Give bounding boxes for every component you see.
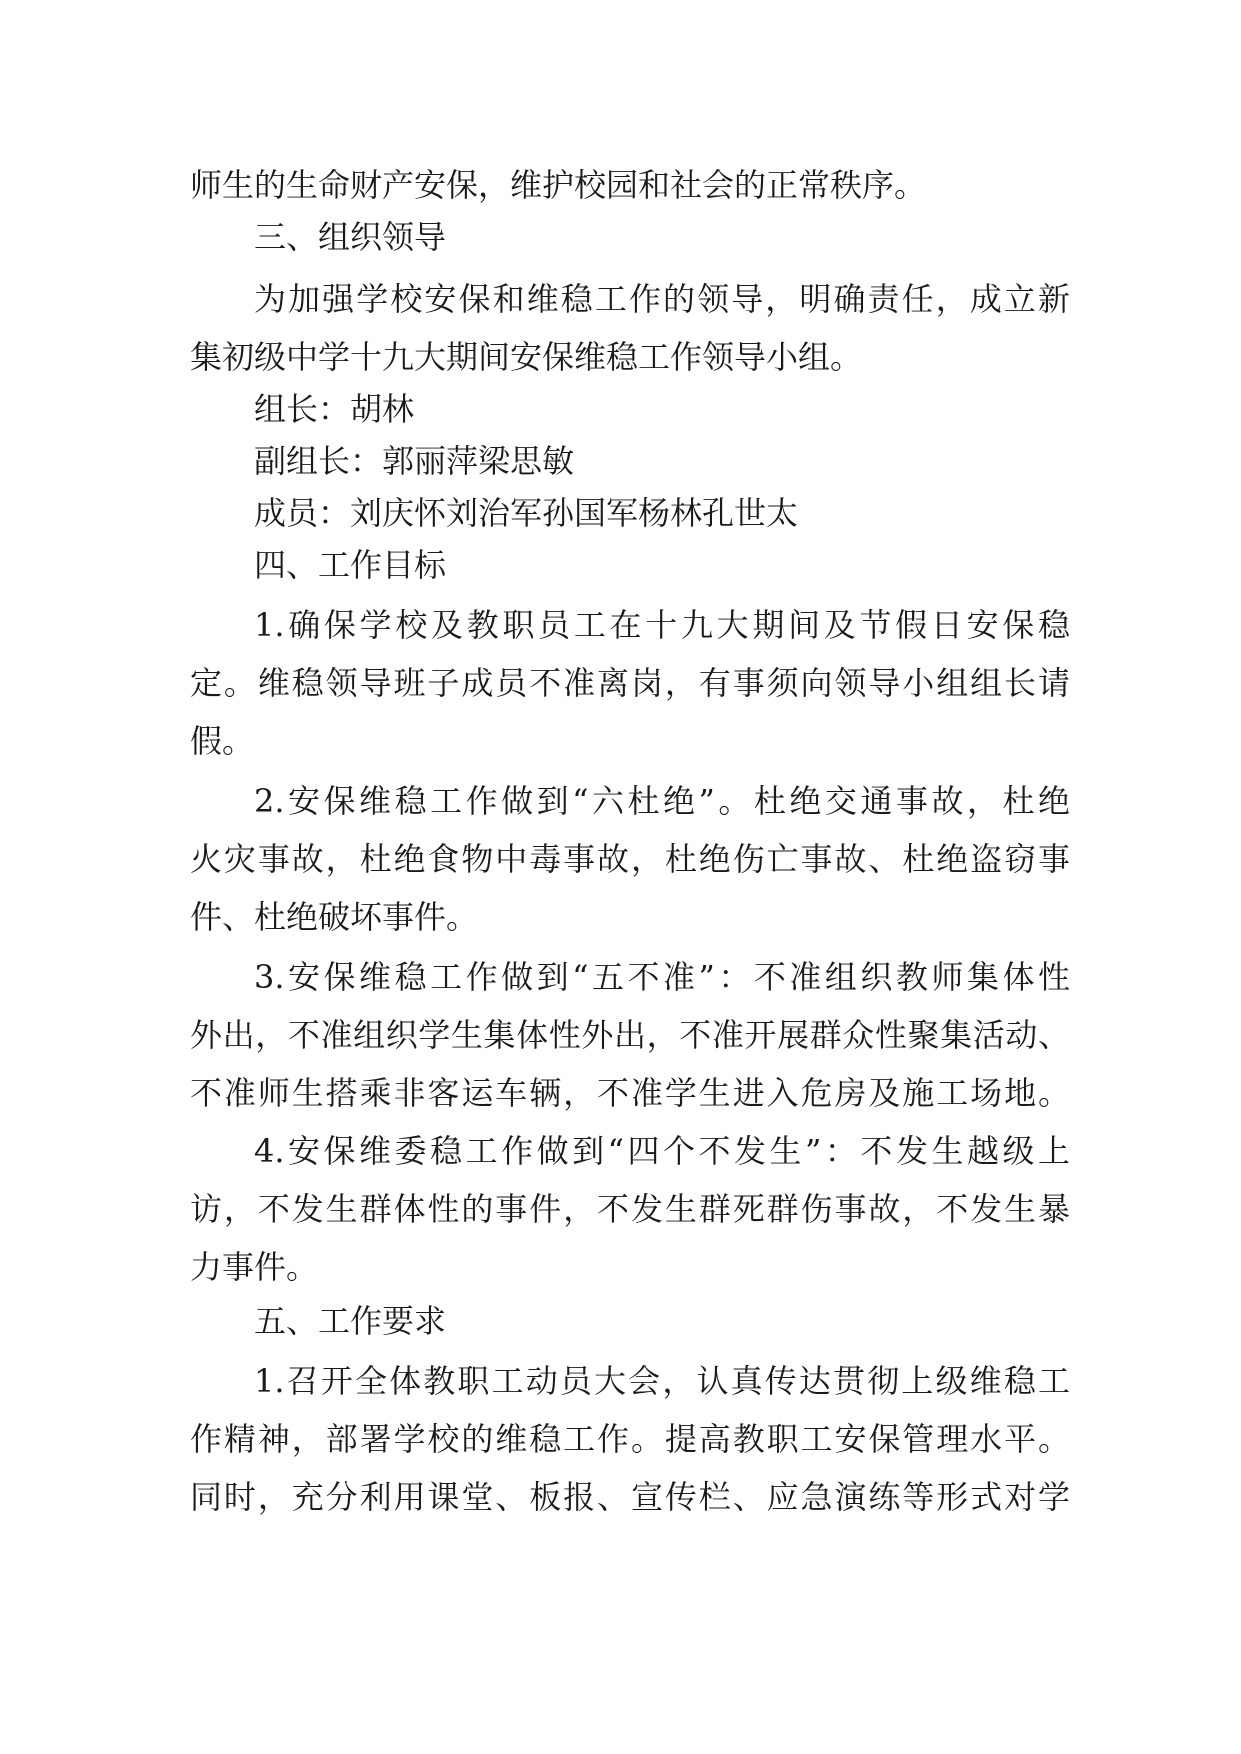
team-leader: 组长：胡林	[254, 390, 415, 428]
paragraph-line: 3.安保维稳工作做到“五不准”：不准组织教师集体性	[254, 958, 1070, 996]
paragraph-line: 4.安保维委稳工作做到“四个不发生”：不发生越级上	[254, 1132, 1070, 1170]
paragraph-line: 师生的生命财产安保，维护校园和社会的正常秩序。	[190, 166, 927, 204]
paragraph-line: 定。维稳领导班子成员不准离岗，有事须向领导小组组长请	[190, 664, 1070, 702]
paragraph-line: 集初级中学十九大期间安保维稳工作领导小组。	[190, 338, 863, 376]
paragraph-line: 同时，充分利用课堂、板报、宣传栏、应急演练等形式对学	[190, 1478, 1070, 1516]
paragraph-line: 力事件。	[190, 1248, 319, 1286]
deputy-leader: 副组长：郭丽萍梁思敏	[254, 442, 575, 480]
paragraph-line: 作精神，部署学校的维稳工作。提高教职工安保管理水平。	[190, 1420, 1070, 1458]
paragraph-line: 2.安保维稳工作做到“六杜绝”。杜绝交通事故，杜绝	[254, 782, 1070, 820]
document-page	[190, 156, 1070, 1526]
paragraph-line: 为加强学校安保和维稳工作的领导，明确责任，成立新	[254, 280, 1070, 318]
paragraph-line: 件、杜绝破坏事件。	[190, 898, 479, 936]
paragraph-line: 火灾事故，杜绝食物中毒事故，杜绝伤亡事故、杜绝盗窃事	[190, 840, 1070, 878]
paragraph-line: 访，不发生群体性的事件，不发生群死群伤事故，不发生暴	[190, 1190, 1070, 1228]
paragraph-line: 外出，不准组织学生集体性外出，不准开展群众性聚集活动、	[190, 1016, 1070, 1054]
section-heading: 四、工作目标	[254, 546, 447, 584]
paragraph-line: 1.召开全体教职工动员大会，认真传达贯彻上级维稳工	[254, 1362, 1070, 1400]
paragraph-line: 1.确保学校及教职员工在十九大期间及节假日安保稳	[254, 606, 1070, 644]
team-members: 成员：刘庆怀刘治军孙国军杨林孔世太	[254, 494, 799, 532]
paragraph-line: 不准师生搭乘非客运车辆，不准学生进入危房及施工场地。	[190, 1074, 1070, 1112]
section-heading: 五、工作要求	[254, 1302, 447, 1340]
paragraph-line: 假。	[190, 722, 255, 760]
section-heading: 三、组织领导	[254, 218, 447, 256]
